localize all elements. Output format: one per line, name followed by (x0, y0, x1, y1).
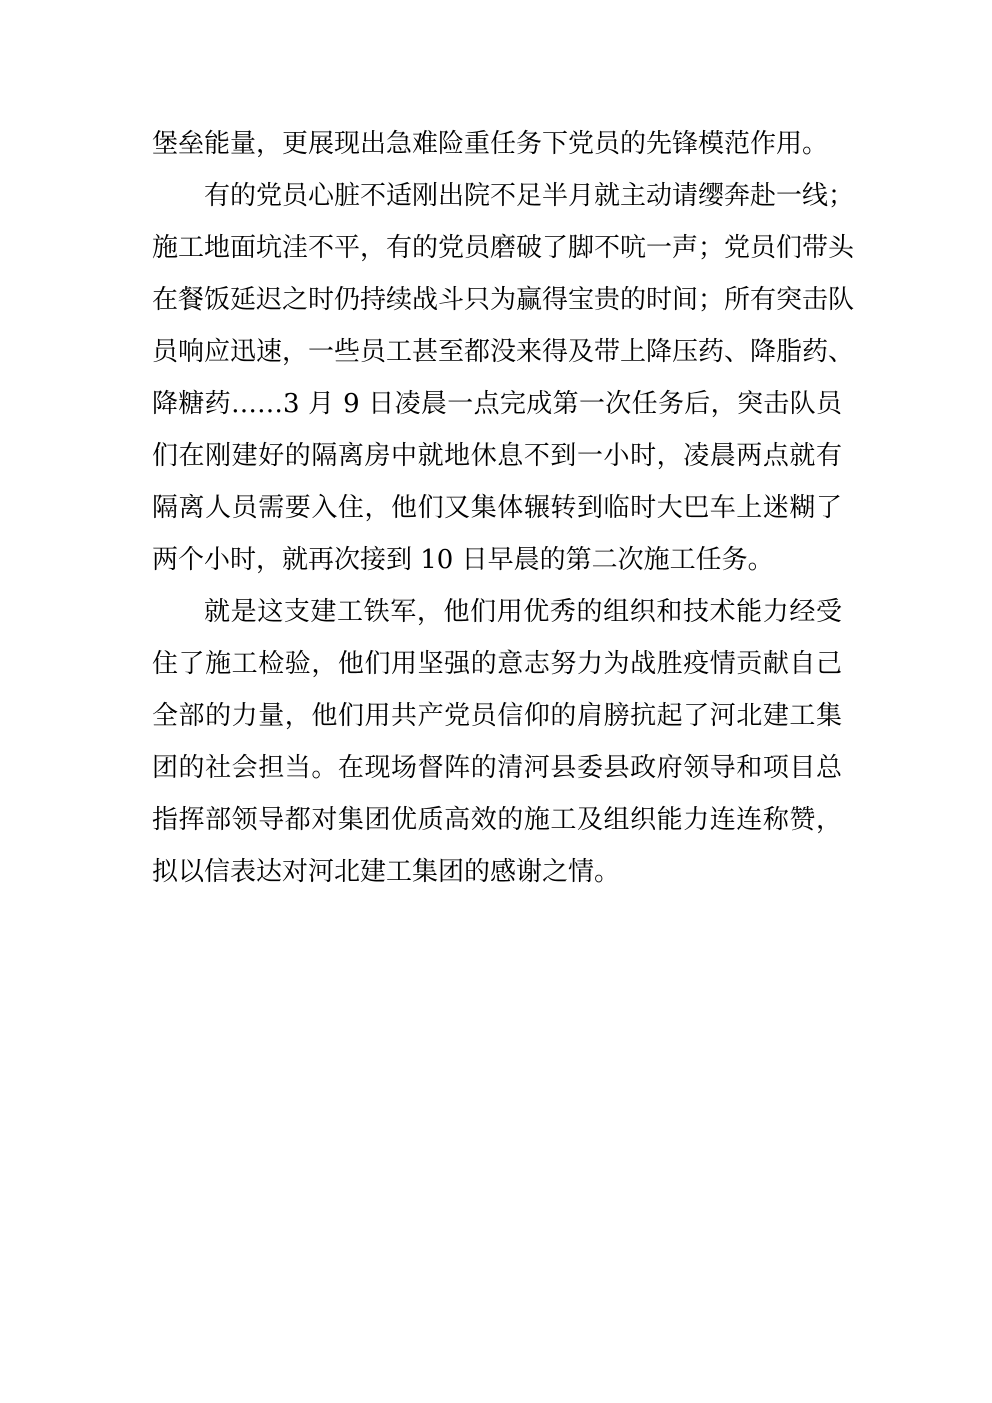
text-line: 在餐饭延迟之时仍持续战斗只为赢得宝贵的时间；所有突击队 (152, 285, 855, 315)
text-line: 全部的力量，他们用共产党员信仰的肩膀抗起了河北建工集 (152, 701, 842, 731)
text-line: 们在刚建好的隔离房中就地休息不到一小时，凌晨两点就有 (152, 441, 842, 471)
text-line: 隔离人员需要入住，他们又集体辗转到临时大巴车上迷糊了 (152, 493, 842, 523)
paragraph-2 (152, 170, 855, 586)
paragraph-1 (152, 118, 842, 170)
text-line: 降糖药……3 月 9 日凌晨一点完成第一次任务后，突击队员 (152, 389, 842, 419)
document-body (152, 118, 855, 898)
text-line: 就是这支建工铁军，他们用优秀的组织和技术能力经受 (204, 597, 842, 627)
text-line: 堡垒能量，更展现出急难险重任务下党员的先锋模范作用。 (152, 129, 829, 159)
text-line: 两个小时，就再次接到 10 日早晨的第二次施工任务。 (152, 545, 774, 575)
text-line: 团的社会担当。在现场督阵的清河县委县政府领导和项目总 (152, 753, 842, 783)
paragraph-3 (152, 586, 842, 898)
text-line: 住了施工检验，他们用坚强的意志努力为战胜疫情贡献自己 (152, 649, 842, 679)
text-line: 施工地面坑洼不平，有的党员磨破了脚不吭一声；党员们带头 (152, 233, 855, 263)
text-line: 有的党员心脏不适刚出院不足半月就主动请缨奔赴一线； (204, 181, 855, 211)
text-line: 指挥部领导都对集团优质高效的施工及组织能力连连称赞， (152, 805, 842, 835)
text-line: 拟以信表达对河北建工集团的感谢之情。 (152, 857, 621, 887)
text-line: 员响应迅速，一些员工甚至都没来得及带上降压药、降脂药、 (152, 337, 855, 367)
